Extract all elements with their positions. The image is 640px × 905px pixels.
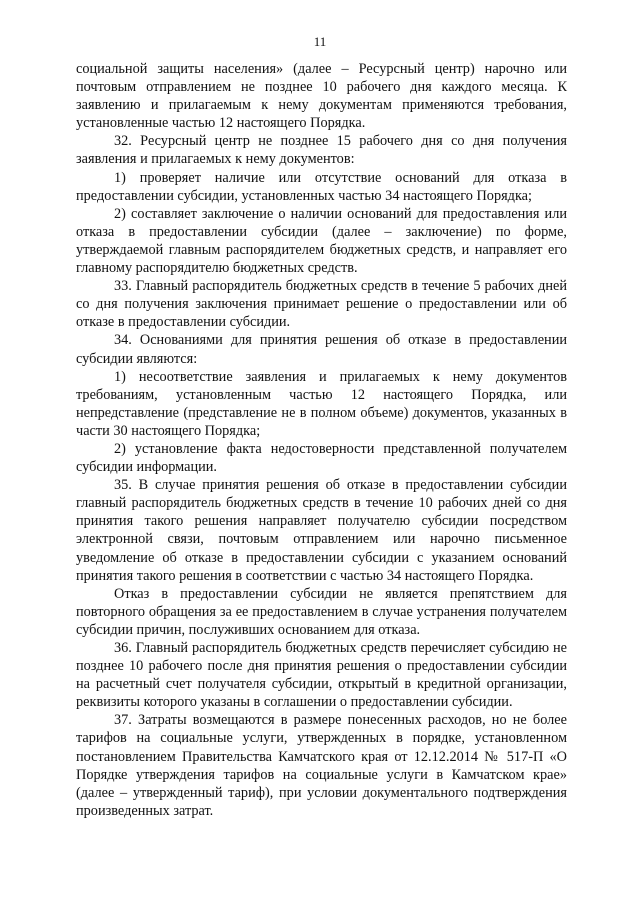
paragraph-33: 33. Главный распорядитель бюджетных средств в течение 5 рабочих дней со дня получения заключения принимает решение о предоставлении или об отказе в предоставлении субсидии. [76, 278, 567, 331]
paragraph-35-refusal-note: Отказ в предоставлении субсидии не является препятствием для повторного обращения за ее предоставлением в случае устранения получателем субсидии причин, послуживших основанием для отказа. [76, 585, 567, 638]
paragraph-34: 34. Основаниями для принятия решения об отказе в предоставлении субсидии являются: [76, 332, 567, 367]
page-number: 11 [313, 34, 327, 49]
paragraph-37: 37. Затраты возмещаются в размере понесенных расходов, но не более тарифов на социальные услуги, утвержденных в порядке, установленном постановлением Правительства Камчатского края от 12.12.2014 № 517-П «О Порядке утверждения тарифов на социальные услуги в Камчатском крае» (далее – утвержденный тариф), при условии документального подтверждения произведенных затрат. [76, 712, 567, 819]
paragraph-35: 35. В случае принятия решения об отказе в предоставлении субсидии главный распорядитель бюджетных средств в течение 10 рабочих дней со дня принятия такого решения направляет получателю субсидии посредством электронной связи, почтовым отправлением или нарочно письменное уведомление об отказе в предоставлении субсидии с указанием оснований принятия такого решения в соответствии с частью 34 настоящего Порядка. [76, 477, 567, 584]
paragraph-32: 32. Ресурсный центр не позднее 15 рабочего дня со дня получения заявления и прилагаемых к нему документов: [76, 133, 567, 168]
paragraph-32-item-1: 1) проверяет наличие или отсутствие оснований для отказа в предоставлении субсидии, установленных частью 34 настоящего Порядка; [76, 169, 567, 204]
paragraph-continuation: социальной защиты населения» (далее – Ресурсный центр) нарочно или почтовым отправлением не позднее 10 рабочего дня каждого месяца. К заявлению и прилагаемым к нему документам применяются требования, установленные частью 12 настоящего Порядка. [76, 61, 567, 132]
paragraph-32-item-2: 2) составляет заключение о наличии оснований для предоставления или отказа в предоставлении субсидии (далее – заключение) по форме, утверждаемой главным распорядителем бюджетных средств, и направляет его главному распорядителю бюджетных средств. [76, 205, 567, 277]
paragraph-36: 36. Главный распорядитель бюджетных средств перечисляет субсидию не позднее 10 рабочего после дня принятия решения о предоставлении субсидии на расчетный счет получателя субсидии, открытый в кредитной организации, реквизиты которого указаны в соглашении о предоставлении субсидии. [76, 640, 567, 711]
document-body [76, 60, 567, 820]
paragraph-34-item-2: 2) установление факта недостоверности представленной получателем субсидии информации. [76, 440, 567, 476]
paragraph-34-item-1: 1) несоответствие заявления и прилагаемых к нему документов требованиям, установленным частью 12 настоящего Порядка, или непредставление (представление не в полном объеме) документов, указанных в части 30 настоящего Порядка; [76, 368, 567, 439]
